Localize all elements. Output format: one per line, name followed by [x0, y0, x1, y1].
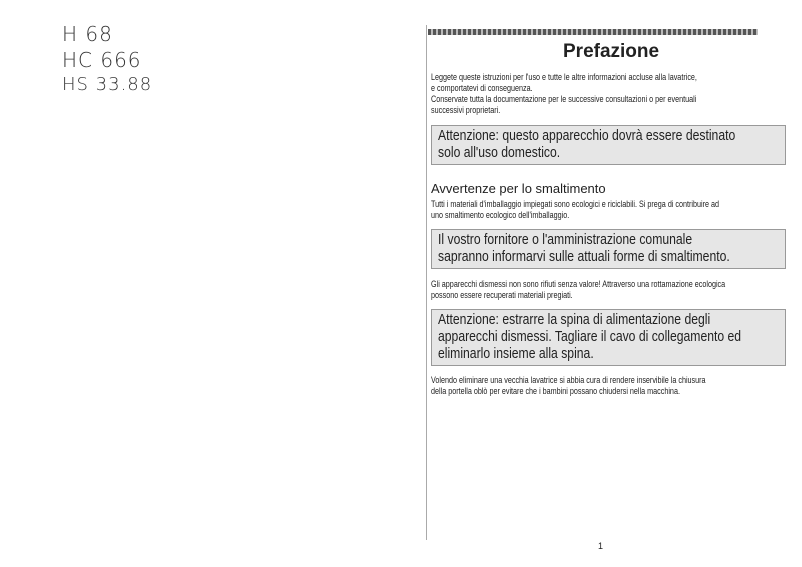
- recycling-paragraph: [431, 279, 767, 301]
- text-line: eliminarlo insieme alla spina.: [438, 346, 594, 362]
- text-line: solo all'uso domestico.: [438, 145, 561, 161]
- text-line: Gli apparecchi dismessi non sono rifiuti senza valore! Attraverso una rottamazione ecologica: [431, 279, 726, 289]
- page-title: Prefazione: [563, 41, 660, 62]
- text-line: possono essere recuperati materiali pregiati.: [431, 290, 573, 300]
- text-line: Leggete queste istruzioni per l'uso e tutte le altre informazioni accluse alla lavatrice,: [431, 72, 697, 82]
- child-safety-paragraph: [431, 375, 767, 397]
- text-line: Il vostro fornitore o l'amministrazione comunale: [438, 232, 693, 248]
- text-line: successivi proprietari.: [431, 105, 501, 115]
- page-border: [426, 25, 427, 540]
- disposal-paragraph: [431, 199, 767, 221]
- text-line: Volendo eliminare una vecchia lavatrice si abbia cura di rendere inservibile la chiusura: [431, 375, 706, 385]
- text-line: uno smaltimento ecologico dell'imballaggio.: [431, 210, 570, 220]
- header-bar: [428, 29, 758, 35]
- text-line: Attenzione: questo apparecchio dovrà essere destinato: [438, 128, 736, 144]
- text-line: Attenzione: estrarre la spina di alimentazione degli: [438, 312, 711, 328]
- text-line: Conservate tutta la documentazione per le successive consultazioni o per eventuali: [431, 94, 697, 104]
- text-line: apparecchi dismessi. Tagliare il cavo di collegamento ed: [438, 329, 742, 345]
- text-line: e comportatevi di conseguenza.: [431, 83, 533, 93]
- handwritten-note: HS 33.88: [62, 74, 153, 95]
- document-page: [423, 25, 793, 540]
- text-line: della portella oblò per evitare che i bambini possano chiudersi nella macchina.: [431, 386, 680, 396]
- handwritten-note: HC 666: [62, 48, 142, 72]
- handwritten-note: H 68: [62, 22, 113, 46]
- info-box: [431, 229, 786, 269]
- section-heading: Avvertenze per lo smaltimento: [431, 181, 606, 196]
- warning-box: [431, 309, 786, 366]
- intro-paragraph: [431, 72, 767, 116]
- page-number: 1: [598, 541, 604, 551]
- text-line: Tutti i materiali d'imballaggio impiegati sono ecologici e riciclabili. Si prega di contribuire ad: [431, 199, 720, 209]
- warning-box: [431, 125, 786, 165]
- text-line: sapranno informarvi sulle attuali forme di smaltimento.: [438, 249, 730, 265]
